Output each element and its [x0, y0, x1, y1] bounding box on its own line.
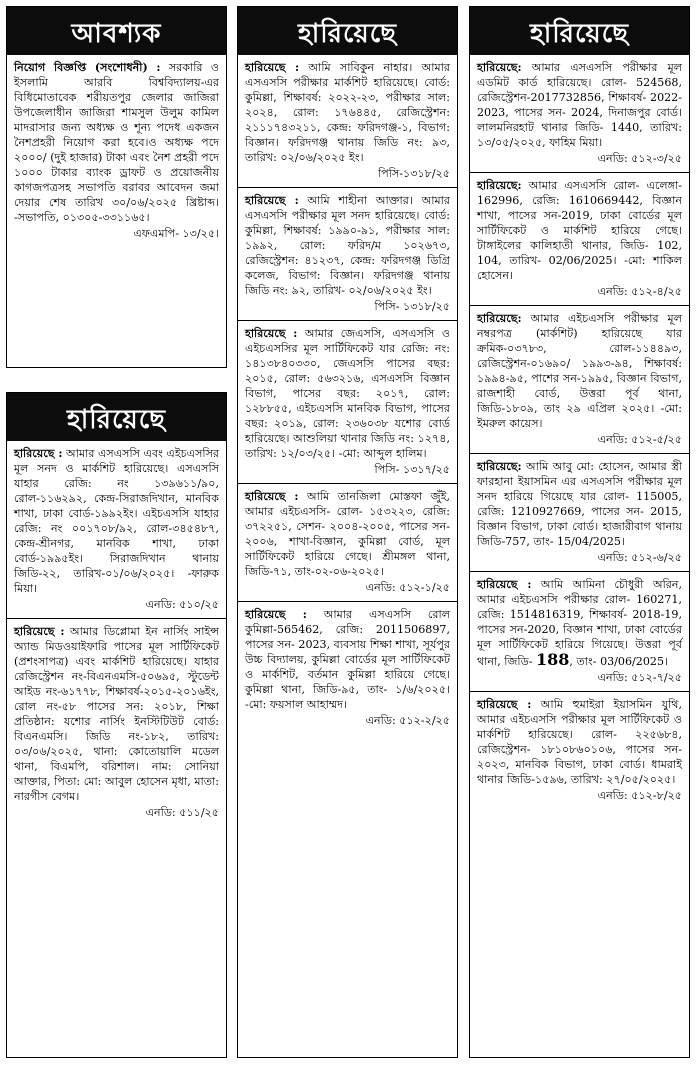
divider — [238, 483, 457, 484]
divider — [238, 187, 457, 188]
divider — [470, 172, 689, 173]
classified-ad: হারিয়েছে: আমি আবু মো: হোসেন, আমার স্ত্রী ফারহানা ইয়াসমিন এর এসএসসি পরীক্ষার মূল সনদ হারিয়ে গিয়েছে যার রোল- 115005, রেজি: 1210927669, পাসের সন- 2015, বিজ্ঞান বিভাগ, ঢাকা বোর্ড। হাজারীবাগ থানায় জিডি-757, তাং- 15/04/2025। এনডি: ৫১২-৬/২৫ — [477, 460, 682, 564]
classified-ad: হারিয়েছে: আমার এইচএসসি পরীক্ষার মূল নম্বরপত্র (মার্কশিট) হারিয়েছে যার ক্রমিক-০৩৭৮৩, রোল-১১৪৪৯৩, রেজিস্ট্রেশন-০১৬৯০/ ১৯৯৩-৯৪, শিক্ষাবর্ষ: ১৯৯৪-৯৫, পাশের সন-১৯৯৫, বিজ্ঞান বিভাগ, রাজশাহী বোর্ড, উত্তরা পূর্ব থানা, জিডি-১৮০৯, তাং ২৯ এপ্রিল ২০২৫। -মো: ইমরুল কায়েস। এনডি: ৫১২-৫/২৫ — [477, 312, 682, 446]
column-1-top — [6, 6, 227, 368]
classified-ad: হারিয়েছে : আমি হুমাইরা ইয়াসমিন যুথি, আমার এইচএসসি পরীক্ষার মূল সার্টিফিকেট ও মার্কশিট হারিয়েছে। রোল- ২২৫৬৮৪, রেজিস্ট্রেশন- ১৮১০৮৬০১০৬, পাসের সন- ২০২৩, মানবিক বিভাগ, ঢাকা বোর্ড। ধামরাই থানার জিডি-১৫৯৬, তারিখ: ২৭/০৫/২০২৫। এনডি: ৫১২-৮/২৫ — [477, 698, 682, 802]
classified-ad: হারিয়েছে : আমি শাহীনা আক্তার। আমার এসএসসি পরীক্ষার মূল সনদ হারিয়েছে। বোর্ড: কুমিল্লা, শিক্ষাবর্ষ: ১৯৯০-৯১, পরীক্ষার সাল: ১৯৯২, রোল: ফরিদ/ম ১০২৬৭৩, রেজিস্ট্রেশন: ৪১২৩৭, কেন্দ্র: ফরিদগঞ্জ ডিগ্রি কলেজ, বিভাগ: বিজ্ঞান। ফরিদগঞ্জ থানায় জিডি নং: ৯২, তারিখ- ০২/০৬/২০২৫ ইং। পিসি- ১৩১৮/২৫ — [245, 194, 450, 313]
classified-ad: হারিয়েছে : আমার জেএসসি, এসএসসি ও এইচএসসির মূল সার্টিফিকেট যার রেজি: নং: ১৪১৩৮৪০৩৩০, জেএসসি পাসের বছর: ২০১৫, রোল: ৫৬৩২১৬, এসএসসি বিজ্ঞান বিভাগ, পাসের বছর: ২০১৭, রোল: ১২৮৮৫৫, এইচএসসি মানবিক বিভাগ, পাসের বছর: ২০১৯, রোল: ২৩৬০৩৮ যশোর বোর্ড হারিয়েছে। আশুলিয়া থানার জিডি নং: ১২৭৪, তারিখ: ১২/০৩/২৫। -মো: আব্দুল হালিম। পিসি- ১৩১৭/২৫ — [245, 327, 451, 476]
heading-wanted: আবশ্যক — [7, 7, 226, 55]
divider — [470, 453, 689, 454]
classified-ad: হারিয়েছে : আমার ডিপ্লোমা ইন নার্সিং সাইন্স অ্যান্ড মিডওয়াইফারি পাসের মূল সার্টিফিকেট (প্রশংসাপত্র) এবং মার্কশিট হারিয়েছে। যাহার রেজিস্ট্রেশন নং-বিএনএমসি-৫০৬৯৫, স্টুডেন্ট আইড নং-৬১৭৭৮, শিক্ষাবর্ষ-২০১৫-২০১৬ইং, রোল নং-৫৮ পাসের সন: ২০১৮, শিক্ষা প্রতিষ্ঠান: যশোর নার্সিং ইনস্টিটিউট বোর্ড: বিএনএমসি। জিডি নং-১৮২, তারিখ: ০৩/০৬/২০২৫, থানা: কোতোয়ালি মডেল থানা, বিএমপি, বরিশাল। নাম: সোনিয়া আক্তার, পিতা: মো: আবুল হোসেন মৃধা, মাতা: নারগীস বেগম। এনডি: ৫১১/২৫ — [14, 625, 219, 819]
divider — [470, 571, 689, 572]
classified-ad: হারিয়েছে : আমার এসএসসি রোল কুমিল্লা-565462, রেজি: 2011506897, পাসের সন- 2023, ব্যবসায় শিক্ষা শাখা, সূর্যপুর উচ্চ বিদ্যালয়, কুমিল্লা বোর্ডের মূল সার্টিফিকেট ও মার্কশিট, বর্তমান কুমিল্লা হারিয়ে গেছে। কুমিল্লা থানা, জিডি-৯৫, তাং- ১/৬/২০২৫। -মো: ফয়সাল আহাম্মদ। এনডি: ৫১২-২/২৫ — [245, 608, 451, 727]
divider — [7, 618, 226, 619]
column-2 — [237, 6, 458, 1058]
divider — [470, 691, 689, 692]
classified-ad: হারিয়েছে: আমার এসএসসি রোল- এলেঙ্গা- 162996, রেজি: 1610669442, বিজ্ঞান শাখা, পাসের সন-2019, ঢাকা বোর্ডের মূল সার্টিফিকেট ও মার্কশিট হারিয়ে গেছে। টাঙ্গাইলের কালিহাতী থানার, জিডি- 102, 104, তারিখ- 02/06/2025। -মো: শাকিল হোসেন। এনডি: ৫১২-৪/২৫ — [477, 179, 682, 298]
column-3 — [469, 6, 690, 1058]
classified-ad: হারিয়েছে: আমার এসএসসি পরীক্ষার মূল এডমিট কার্ড হারিয়েছে। রোল- 524568, রেজিস্ট্রেশন-2017732856, শিক্ষাবর্ষ- 2022-2023, পাসের সন- 2024, দিনাজপুর বোর্ড। লালমনিরহাট থানার জিডি- 1440, তারিখ: ১৩/০৫/২০২৫, ফাহিম মিয়া। এনডি: ৫১২-৩/২৫ — [477, 61, 682, 165]
divider — [238, 601, 457, 602]
divider — [470, 305, 689, 306]
classified-ad: হারিয়েছে : আমি আমিনা চৌধুরী অরিন, আমার এইচএসসি পরীক্ষার রোল- 160271, রেজি: 1514816319, শিক্ষাবর্ষ- 2018-19, পাসের সন-2020, বিজ্ঞান শাখা, ঢাকা বোর্ডের মূল সার্টিফিকেট হারিয়ে গিয়েছে। উত্তরা পূর্ব থানা, জিডি- 188, তাং- 03/06/2025। এনডি: ৫১২-৭/২৫ — [477, 578, 683, 684]
column-1-bottom — [6, 392, 227, 1058]
heading-lost: হারিয়েছে — [238, 7, 457, 55]
divider — [238, 320, 457, 321]
classified-ad: হারিয়েছে : আমার এসএসসি এবং এইচএসসির মূল সনদ ও মার্কশিট হারিয়েছে। এসএসসি যাহার রেজি: নং ১৩৯৬১১/৯০, রোল-১১৬২৯২, কেন্দ্র-সিরাজদিখান, মানবিক শাখা, ঢাকা বোর্ড-১৯৯২ইং। এইচএসসি যাহার রেজি: নং ০০১৭০৮/৯২, রোল-৩৪৫৪৮৭, কেন্দ্র-শ্রীনগর, মানবিক শাখা, ঢাকা বোর্ড-১৯৯৫ইং। সিরাজদিখান থানায় জিডি-২২, তারিখ-০১/০৬/২০২৫। -ফারুক মিয়া। এনডি: ৫১০/২৫ — [14, 447, 220, 611]
classified-ad: হারিয়েছে : আমি তানজিলা মোস্তফা জুঁই, আমার এইচএসসি- রোল- ১৫৩২২৩, রেজি: ৩৭২২৫১, সেশন- ২০০৪-২০০৫, পাসের সন- ২০০৬, শাখা-বিজ্ঞান, কুমিল্লা বোর্ড, মূল সার্টিফিকেট হারিয়ে গেছে। শ্রীমঙ্গল থানা, জিডি-৭১, তাং-০২-০৬-২০২৫। এনডি: ৫১২-১/২৫ — [245, 490, 451, 594]
heading-lost: হারিয়েছে — [7, 393, 226, 441]
gd-number-large: 188 — [536, 650, 570, 669]
heading-lost: হারিয়েছে — [470, 7, 689, 55]
classified-ad: নিয়োগ বিজ্ঞপ্তি (সংশোধনী) : সরকারি ও ইসলামি আরবি বিশ্ববিদ্যালয়-এর বিধিমোতাবেক শরীয়তপুর জেলার জাজিরা উপজেলাধীন জাজিরা শামসুল উলুম কামিল মাদরাসার জন্য অধ্যক্ষ ও শূন্য পদেধ একজন নৈশপ্রহরী নিয়োগ করা হবে।ও অধ্যক্ষ পদে ২০০০/ (দুই হাজার) টাকা এবং নৈশ প্রহরী পদে ১০০০ টাকার ব্যাংক ড্রাফট ও প্রয়োজনীয় কাগজপত্রসহ সভাপতি বরাবর আবেদন জমা দেয়ার শেষ তারিখ ৩০/০৬/২০২৫ খ্রিষ্টাব্দ। -সভাপতি, ০১৩০৫-৩৩১১৬৫। এফএমপি- ১৩/২৫। — [14, 61, 219, 240]
classified-ad: হারিয়েছে : আমি সাবিকুন নাহার। আমার এসএসসি পরীক্ষার মার্কশিট হারিয়েছে। বোর্ড: কুমিল্লা, শিক্ষাবর্ষ: ২০২২-২৩, পরীক্ষার সাল: ২০২৪, রোল: ১৭৬৪৪৫, রেজিস্ট্রেশন: ২১১১৭৪৩২১১, কেন্দ্র: ফরিদগঞ্জ-১, বিভাগ: বিজ্ঞান। ফরিদগঞ্জ থানায় জিডি নং: ৯৩, তারিখ: ০২/০৬/২০২৫ ইং। পিসি-১৩১৮/২৫ — [245, 61, 450, 180]
